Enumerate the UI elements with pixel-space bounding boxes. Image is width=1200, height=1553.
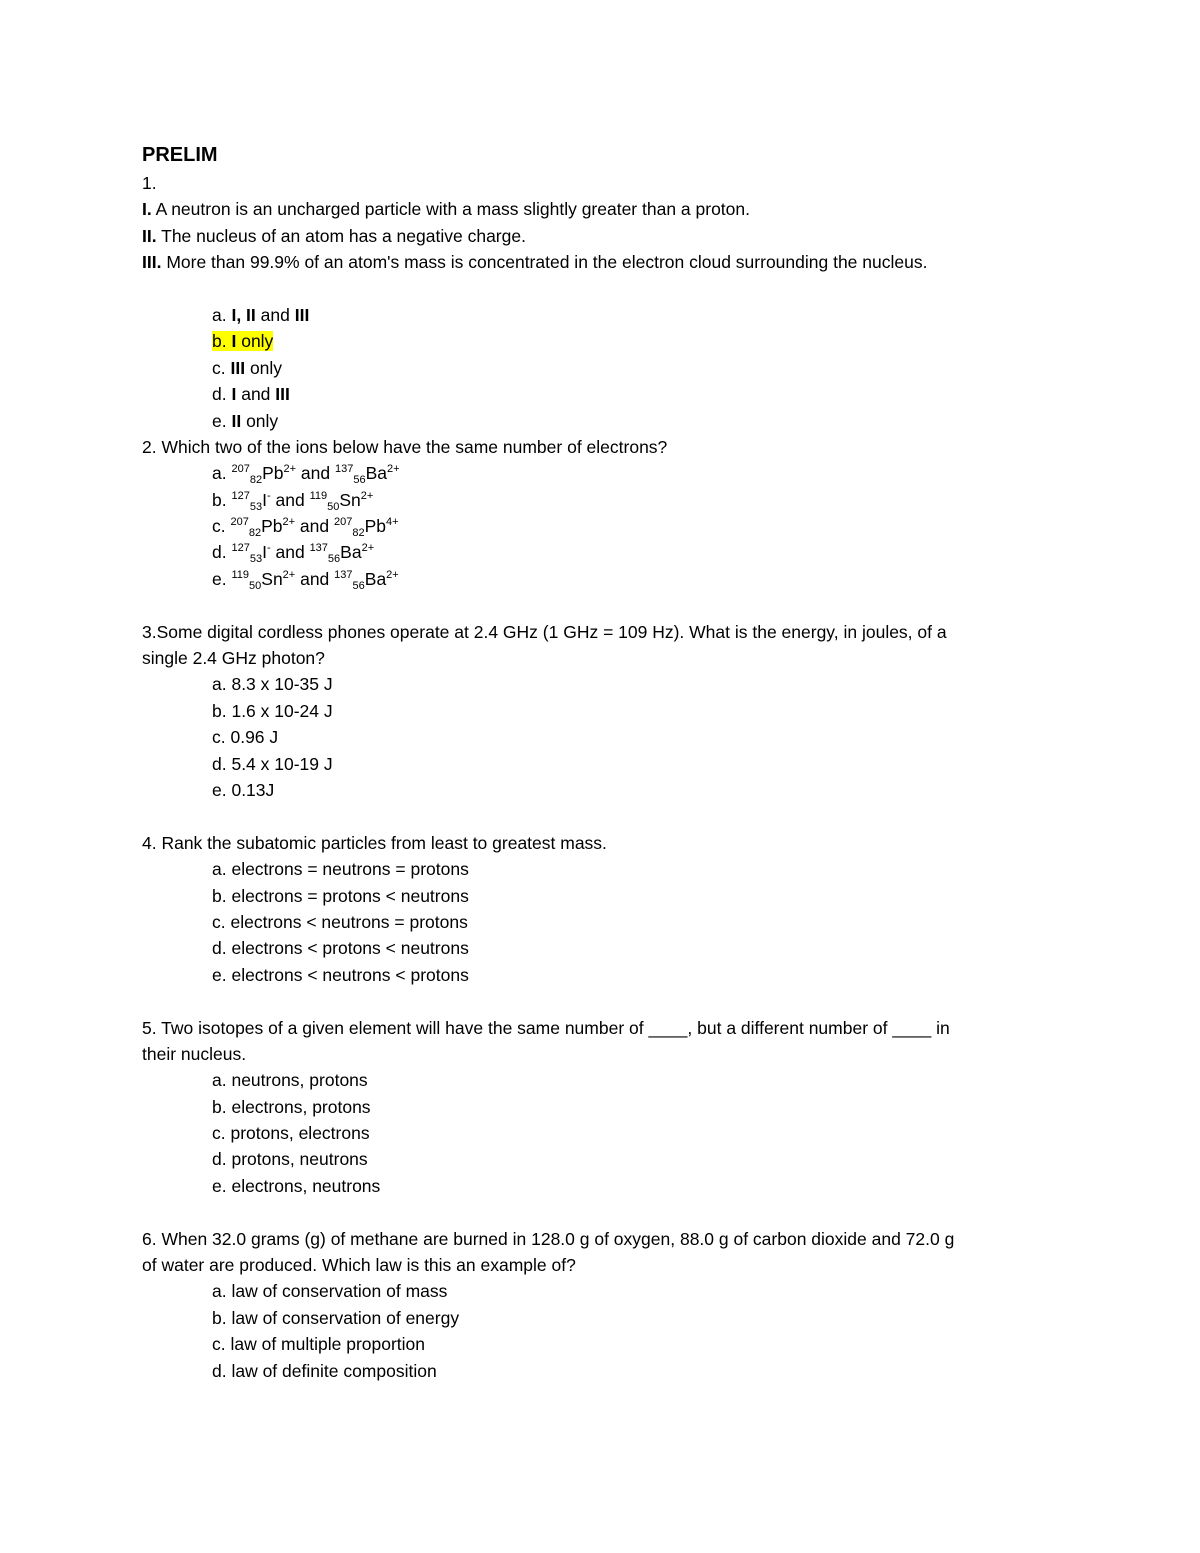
spacer: [142, 276, 1072, 302]
q4-option-b: b. electrons = protons < neutrons: [212, 885, 469, 906]
question-3-line-1: 3.Some digital cordless phones operate at 2.4 GHz (1 GHz = 109 Hz). What is the energy, in joules, of a: [142, 621, 947, 642]
ion-charge: 4+: [386, 516, 399, 529]
mass-number: 207: [231, 463, 250, 476]
atomic-number: 53: [249, 553, 263, 566]
ion-charge: 2+: [386, 568, 399, 581]
option-text: and: [236, 384, 276, 405]
mass-number: 137: [334, 463, 354, 476]
q1-statement-1: [142, 196, 1072, 222]
atomic-number: 56: [327, 553, 341, 566]
ion-charge: 2+: [282, 516, 296, 529]
element-symbol: Pb: [262, 463, 284, 484]
q5-option-a: a. neutrons, protons: [212, 1070, 368, 1091]
q1-statement-3: [142, 249, 1072, 275]
option-prefix: b.: [212, 331, 232, 352]
ion-charge: 2+: [283, 463, 297, 476]
atomic-number: 82: [249, 474, 263, 487]
q4-option-a: a. electrons = neutrons = protons: [212, 859, 469, 880]
document-page: [142, 140, 1072, 1384]
q6-option-b: b. law of conservation of energy: [212, 1307, 460, 1328]
q1-statement-2: [142, 223, 1072, 249]
element-symbol: Sn: [339, 489, 361, 510]
element-symbol: Ba: [365, 463, 387, 484]
mass-number: 119: [309, 489, 328, 502]
element-symbol: Sn: [261, 568, 283, 589]
question-2: 2. Which two of the ions below have the same number of electrons?: [142, 436, 668, 457]
option-text: only: [236, 331, 274, 352]
ion-charge: 2+: [282, 568, 296, 581]
question-3-line-2: single 2.4 GHz photon?: [142, 648, 325, 669]
spacer: [142, 592, 1072, 618]
statement-label: III.: [142, 252, 162, 273]
element-symbol: Pb: [261, 516, 283, 537]
q4-option-e: e. electrons < neutrons < protons: [212, 964, 469, 985]
spacer: [142, 1199, 1072, 1225]
option-text: only: [245, 357, 283, 378]
option-bold: I, II: [231, 304, 256, 325]
option-prefix: a.: [212, 304, 232, 325]
option-text: and: [296, 463, 335, 484]
statement-text: A neutron is an uncharged particle with a mass slightly greater than a proton.: [151, 199, 750, 220]
option-prefix: b.: [212, 489, 232, 510]
statement-text: The nucleus of an atom has a negative charge.: [156, 225, 526, 246]
question-4: 4. Rank the subatomic particles from least to greatest mass.: [142, 832, 607, 853]
question-6-line-2: of water are produced. Which law is this an example of?: [142, 1255, 576, 1276]
option-prefix: d.: [212, 384, 232, 405]
option-bold: III: [230, 357, 246, 378]
q6-option-d: d. law of definite composition: [212, 1360, 437, 1381]
atomic-number: 56: [352, 579, 365, 592]
q4-option-d: d. electrons < protons < neutrons: [212, 938, 469, 959]
option-prefix: e.: [212, 568, 232, 589]
option-prefix: e.: [212, 410, 232, 431]
q3-option-e: e. 0.13J: [212, 779, 275, 800]
option-text: and: [295, 516, 334, 537]
q3-option-c: c. 0.96 J: [212, 727, 279, 748]
q2-option-a: [142, 460, 1072, 486]
mass-number: 207: [230, 516, 249, 529]
q6-option-c: c. law of multiple proportion: [212, 1334, 426, 1355]
atomic-number: 50: [327, 500, 340, 513]
atomic-number: 82: [248, 527, 262, 540]
q2-option-e: [142, 566, 1072, 592]
q1-option-b: [142, 328, 1072, 354]
q5-option-b: b. electrons, protons: [212, 1096, 371, 1117]
element-symbol: Pb: [364, 516, 386, 537]
spacer: [142, 988, 1072, 1014]
mass-number: 119: [231, 568, 250, 581]
q1-option-c: [142, 355, 1072, 381]
option-prefix: a.: [212, 463, 232, 484]
q1-option-d: [142, 381, 1072, 407]
option-bold: I: [231, 384, 237, 405]
element-symbol: Ba: [340, 542, 362, 563]
option-text: and: [295, 568, 335, 589]
q3-option-b: b. 1.6 x 10-24 J: [212, 700, 333, 721]
q6-option-a: a. law of conservation of mass: [212, 1281, 448, 1302]
atomic-number: 82: [352, 527, 365, 540]
mass-number: 127: [231, 489, 250, 502]
highlighted-answer: [212, 331, 273, 351]
q3-option-a: a. 8.3 x 10-35 J: [212, 674, 333, 695]
ion-charge: -: [266, 489, 271, 502]
option-bold: II: [231, 410, 242, 431]
question-5-line-2: their nucleus.: [142, 1043, 247, 1064]
statement-text: More than 99.9% of an atom's mass is concentrated in the electron cloud surrounding the nucleus.: [161, 252, 928, 273]
q5-option-d: d. protons, neutrons: [212, 1149, 368, 1170]
element-symbol: Ba: [364, 568, 387, 589]
option-bold: III: [294, 304, 310, 325]
q2-option-d: [142, 539, 1072, 565]
option-text: and: [270, 542, 310, 563]
q2-option-b: [142, 487, 1072, 513]
question-6-line-1: 6. When 32.0 grams (g) of methane are burned in 128.0 g of oxygen, 88.0 g of carbon dioxide and 72.0 g: [142, 1228, 955, 1249]
statement-label: II.: [142, 225, 157, 246]
option-text: only: [241, 410, 279, 431]
option-prefix: c.: [212, 516, 231, 537]
question-5-line-1: 5. Two isotopes of a given element will have the same number of ____, but a different number of ____ in: [142, 1017, 950, 1038]
q5-option-c: c. protons, electrons: [212, 1123, 370, 1144]
q4-option-c: c. electrons < neutrons = protons: [212, 911, 468, 932]
q2-option-c: [142, 513, 1072, 539]
option-bold: I: [231, 331, 237, 352]
spacer: [142, 803, 1072, 829]
q3-option-d: d. 5.4 x 10-19 J: [212, 753, 333, 774]
option-text: and: [255, 304, 295, 325]
q1-option-e: [142, 408, 1072, 434]
mass-number: 137: [334, 568, 353, 581]
option-bold: III: [275, 384, 290, 405]
atomic-number: 50: [249, 579, 262, 592]
option-text: and: [270, 489, 310, 510]
q5-option-e: e. electrons, neutrons: [212, 1175, 381, 1196]
page-title: PRELIM: [142, 144, 218, 166]
mass-number: 137: [309, 542, 328, 555]
ion-charge: -: [266, 542, 271, 555]
atomic-number: 53: [249, 500, 263, 513]
ion-charge: 2+: [386, 463, 400, 476]
ion-charge: 2+: [361, 542, 375, 555]
mass-number: 127: [231, 542, 250, 555]
q1-option-a: [142, 302, 1072, 328]
atomic-number: 56: [353, 474, 366, 487]
statement-label: I.: [142, 199, 152, 220]
question-1-number: 1.: [142, 173, 157, 193]
ion-charge: 2+: [360, 489, 374, 502]
option-prefix: c.: [212, 357, 231, 378]
element-symbol: I: [262, 489, 267, 510]
mass-number: 207: [333, 516, 353, 529]
option-prefix: d.: [212, 542, 232, 563]
element-symbol: I: [262, 542, 267, 563]
